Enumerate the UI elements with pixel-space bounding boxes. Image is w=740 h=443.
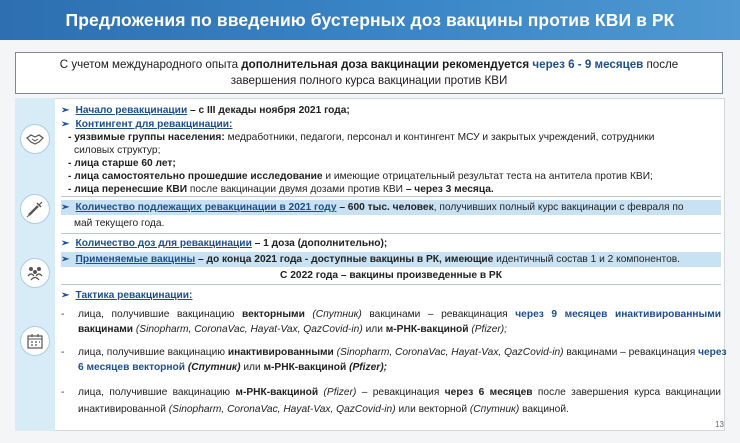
start-text: – с III декады ноября 2021 года; bbox=[187, 105, 350, 116]
tactics-item bbox=[61, 289, 721, 302]
calendar-icon bbox=[20, 326, 50, 356]
people-group-icon bbox=[20, 258, 50, 288]
intro-text-2: дополнительная доза вакцинации рекомендуется bbox=[241, 58, 530, 71]
divider bbox=[61, 196, 721, 197]
arrow-bullet-icon: ➢ bbox=[61, 202, 70, 213]
intro-text-3: через 6 - 9 месяцев bbox=[532, 58, 644, 71]
contingent-label: Контингент для ревакцинации: bbox=[75, 119, 233, 130]
vulnerable-groups-cont: силовых структур; bbox=[74, 145, 161, 156]
tested-group: - лица самостоятельно прошедшие исследование и имеющие отрицательный результат теста на антитела против КВИ; bbox=[68, 171, 653, 182]
tactic-2-line-1: лица, получившие вакцинацию инактивированными (Sinopharm, CoronaVac, Hayat-Vax, QazCovid-in) вакцинами – ревакцинация через bbox=[78, 347, 727, 358]
tactic-3-line-1: лица, получившие вакцинацию м-РНК-вакциной (Pfizer) – ревакцинация через 6 месяцев после завершения курса вакцинации bbox=[78, 387, 721, 398]
start-item bbox=[61, 104, 721, 117]
syringe-icon bbox=[20, 194, 50, 224]
recovered-group: - лица перенесшие КВИ после вакцинации двумя дозами против КВИ – через 3 месяца. bbox=[68, 184, 494, 195]
vaccines-label: Применяемые вакцины bbox=[75, 254, 196, 265]
arrow-bullet-icon: ➢ bbox=[61, 290, 70, 301]
tactic-1-line-1: лица, получившие вакцинацию векторными (Спутник) вакцинами – ревакцинация через 9 месяцев инактивированными bbox=[78, 309, 722, 320]
count-item: ➢ Количество подлежащих ревакцинации в 2021 году – 600 тыс. человек, получивших полный курс вакцинации с февраля по bbox=[61, 200, 721, 215]
doses-label: Количество доз для ревакцинации bbox=[75, 238, 252, 249]
vaccines-item: ➢ Применяемые вакцины – до конца 2021 года - доступные вакцины в РК, имеющие идентичный состав 1 и 2 компонентов. bbox=[61, 252, 721, 267]
count-value: – 600 тыс. человек bbox=[336, 202, 434, 213]
count-label: Количество подлежащих ревакцинации в 2021 году bbox=[75, 202, 337, 213]
title-bar bbox=[0, 0, 740, 40]
from-2022: С 2022 года – вакцины произведенные в РК bbox=[280, 270, 502, 281]
count-item-cont: май текущего года. bbox=[74, 218, 165, 229]
intro-text-4: после bbox=[643, 58, 679, 71]
tactic-1-line-2: вакцинами (Sinopharm, CoronaVac, Hayat-Vax, QazCovid-in) или м-РНК-вакциной (Pfizer); bbox=[78, 324, 507, 335]
dash-bullet: - bbox=[61, 346, 65, 358]
intro-text-5: завершения полного курса вакцинации против КВИ bbox=[230, 74, 508, 87]
arrow-bullet-icon: ➢ bbox=[61, 119, 70, 130]
intro-box bbox=[15, 52, 723, 94]
divider bbox=[61, 284, 721, 285]
start-label: Начало ревакцинации bbox=[75, 105, 188, 116]
tactic-2-line-2: 6 месяцев векторной (Спутник) или м-РНК-вакциной (Pfizer); bbox=[78, 362, 387, 373]
doses-item: ➢ Количество доз для ревакцинации – 1 доза (дополнительно); bbox=[61, 238, 388, 249]
age-group: - лица старше 60 лет; bbox=[68, 158, 176, 169]
vulnerable-groups: - уязвимые группы населения: медработники, педагоги, персонал и контингент МСУ и закрытых учреждений, сотрудники bbox=[68, 132, 655, 143]
tactics-label: Тактика ревакцинации: bbox=[75, 290, 193, 301]
arrow-bullet-icon: ➢ bbox=[61, 254, 70, 265]
tactic-3-line-2: инактивированной (Sinopharm, CoronaVac, Hayat-Vax, QazCovid-in) или векторной (Спутник) вакциной. bbox=[78, 404, 569, 415]
arrow-bullet-icon: ➢ bbox=[61, 105, 70, 116]
handshake-icon bbox=[20, 124, 50, 154]
icon-strip bbox=[15, 98, 55, 431]
divider bbox=[61, 233, 721, 234]
intro-text-1: С учетом международного опыта bbox=[59, 58, 242, 71]
dash-bullet: - bbox=[61, 308, 65, 320]
page-title: Предложения по введению бустерных доз вакцины против КВИ в РК bbox=[65, 10, 675, 30]
page-number: 13 bbox=[715, 420, 724, 429]
contingent-item bbox=[61, 118, 721, 131]
arrow-bullet-icon: ➢ bbox=[61, 238, 70, 249]
dash-bullet: - bbox=[61, 386, 65, 398]
